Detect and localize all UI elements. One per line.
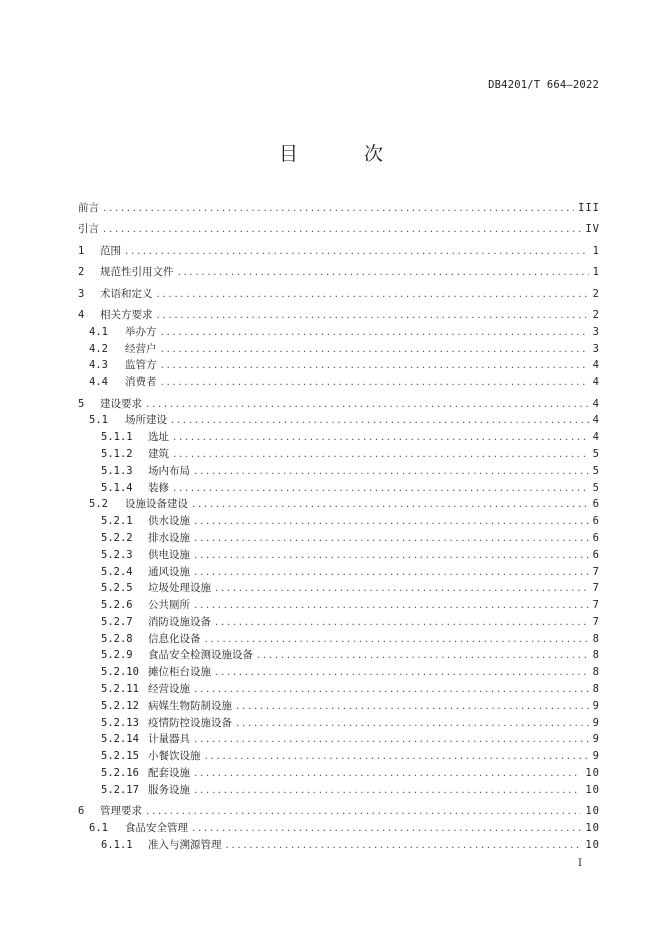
toc-entry-number: 4.4 — [89, 376, 108, 389]
toc-entry-number: 5.2.9 — [101, 649, 133, 662]
toc-entry-label: 食品安全检测设施设备 — [148, 649, 253, 662]
toc-leader-dots — [125, 245, 589, 257]
toc-entry-number: 5.2.1 — [101, 515, 133, 528]
toc-entry-page: 1 — [592, 244, 600, 257]
toc-entry-number: 5.2.17 — [101, 783, 139, 796]
toc-entry-label: 前言 — [78, 202, 99, 214]
toc-leader-dots — [173, 482, 589, 494]
toc-entry-label: 设施设备建设 — [125, 498, 188, 511]
toc-entry[interactable] — [78, 765, 600, 782]
toc-entry-number: 4 — [78, 308, 85, 321]
toc-entry[interactable] — [78, 782, 600, 799]
toc-entry-number: 5.1.1 — [101, 431, 133, 444]
toc-entry-page: 10 — [585, 838, 600, 851]
toc-entry-number: 5.2.11 — [101, 683, 139, 696]
toc-entry-page: 6 — [592, 531, 600, 544]
page-number: I — [578, 858, 582, 869]
toc-entry-page: III — [578, 202, 600, 214]
toc-entry-page: 2 — [592, 308, 600, 321]
toc-entry[interactable] — [78, 631, 600, 648]
toc-entry[interactable] — [78, 463, 600, 480]
toc-leader-dots — [173, 448, 589, 460]
toc-entry[interactable] — [78, 221, 600, 238]
toc-entry[interactable] — [78, 614, 600, 631]
toc-entry-label: 范围 — [100, 244, 121, 257]
toc-entry-label: 消费者 — [125, 376, 157, 389]
toc-entry-number: 5.2.13 — [101, 716, 139, 729]
toc-entry-page: 5 — [592, 447, 600, 460]
toc-entry-page: 7 — [592, 582, 600, 595]
toc-leader-dots — [161, 376, 589, 388]
toc-leader-dots — [103, 202, 574, 214]
toc-leader-dots — [236, 717, 589, 729]
toc-entry-label: 规范性引用文件 — [100, 266, 174, 279]
toc-entry-page: 10 — [585, 822, 600, 835]
toc-entry-label: 装修 — [148, 481, 169, 494]
doc-code: DB4201/T 664—2022 — [488, 79, 599, 91]
toc-entry[interactable] — [78, 396, 600, 413]
toc-entry-label: 经营户 — [125, 342, 157, 355]
toc-entry-page: 8 — [592, 683, 600, 696]
toc-entry-page: 9 — [592, 699, 600, 712]
toc-leader-dots — [157, 309, 589, 321]
toc-entry-page: 5 — [592, 464, 600, 477]
toc-entry-number: 5.2.3 — [101, 548, 133, 561]
toc-entry-number: 5.1.3 — [101, 464, 133, 477]
toc-entry-page: 5 — [592, 481, 600, 494]
toc-leader-dots — [205, 750, 589, 762]
toc-leader-dots — [146, 398, 589, 410]
toc-entry[interactable] — [78, 564, 600, 581]
toc-entry[interactable] — [78, 748, 600, 765]
toc-entry[interactable] — [78, 243, 600, 260]
toc-entry-label: 消防设施设备 — [148, 615, 211, 628]
table-of-contents — [78, 200, 600, 854]
toc-leader-dots — [161, 343, 589, 355]
toc-entry-page: 10 — [585, 767, 600, 780]
toc-entry-number: 5.1.2 — [101, 447, 133, 460]
toc-entry-number: 5.2.6 — [101, 599, 133, 612]
toc-entry[interactable] — [78, 715, 600, 732]
toc-leader-dots — [146, 805, 581, 817]
toc-entry-page: 8 — [592, 632, 600, 645]
toc-entry-number: 5.2.5 — [101, 582, 133, 595]
toc-entry[interactable] — [78, 580, 600, 597]
toc-entry-page: 6 — [592, 548, 600, 561]
toc-leader-dots — [215, 582, 589, 594]
toc-entry-page: 3 — [592, 342, 600, 355]
toc-entry[interactable] — [78, 264, 600, 281]
toc-entry-label: 举办方 — [125, 325, 157, 338]
toc-entry-number: 5.2.2 — [101, 531, 133, 544]
toc-entry-number: 5 — [78, 397, 85, 410]
toc-entry-number: 2 — [78, 266, 85, 279]
toc-entry[interactable] — [78, 200, 600, 217]
toc-entry-label: 信息化设备 — [148, 632, 201, 645]
toc-entry-number: 6.1 — [89, 822, 108, 835]
toc-entry[interactable] — [78, 429, 600, 446]
toc-entry-number: 5.2.8 — [101, 632, 133, 645]
toc-entry-page: 4 — [592, 414, 600, 427]
toc-entry-label: 计量器具 — [148, 733, 190, 746]
toc-entry-label: 垃圾处理设施 — [148, 582, 211, 595]
toc-entry-number: 5.2.7 — [101, 615, 133, 628]
toc-entry[interactable] — [78, 698, 600, 715]
toc-entry-number: 4.3 — [89, 359, 108, 372]
toc-entry-page: 10 — [585, 805, 600, 818]
toc-leader-dots — [236, 700, 589, 712]
toc-leader-dots — [157, 288, 589, 300]
toc-leader-dots — [161, 326, 589, 338]
toc-leader-dots — [194, 566, 589, 578]
toc-leader-dots — [194, 784, 581, 796]
toc-entry-number: 3 — [78, 287, 85, 300]
toc-entry[interactable] — [78, 647, 600, 664]
toc-entry-label: 引言 — [78, 223, 99, 236]
toc-leader-dots — [215, 666, 589, 678]
toc-entry-page: 4 — [592, 359, 600, 372]
toc-entry-page: 8 — [592, 649, 600, 662]
toc-entry-label: 术语和定义 — [100, 287, 153, 300]
toc-entry-label: 疫情防控设施设备 — [148, 716, 232, 729]
toc-leader-dots — [194, 683, 589, 695]
toc-leader-dots — [194, 532, 589, 544]
toc-entry[interactable] — [78, 374, 600, 391]
toc-entry[interactable] — [78, 530, 600, 547]
toc-entry[interactable] — [78, 664, 600, 681]
toc-entry-label: 管理要求 — [100, 805, 142, 818]
toc-entry-page: 7 — [592, 599, 600, 612]
toc-entry-number: 4.2 — [89, 342, 108, 355]
toc-entry-page: 8 — [592, 666, 600, 679]
toc-entry-label: 监管方 — [125, 359, 157, 372]
toc-entry-page: 6 — [592, 498, 600, 511]
toc-entry[interactable] — [78, 513, 600, 530]
toc-entry-page: IV — [585, 223, 600, 236]
toc-entry-number: 5.2.16 — [101, 767, 139, 780]
toc-entry[interactable] — [78, 324, 600, 341]
toc-leader-dots — [257, 649, 589, 661]
toc-entry-number: 5.2.10 — [101, 666, 139, 679]
toc-leader-dots — [178, 266, 589, 278]
toc-leader-dots — [171, 414, 589, 426]
toc-leader-dots — [192, 822, 581, 834]
toc-entry-page: 4 — [592, 431, 600, 444]
toc-leader-dots — [194, 733, 589, 745]
toc-entry[interactable] — [78, 446, 600, 463]
toc-leader-dots — [226, 839, 582, 851]
toc-leader-dots — [194, 599, 589, 611]
toc-entry-number: 5.2.14 — [101, 733, 139, 746]
toc-entry-page: 9 — [592, 733, 600, 746]
toc-leader-dots — [161, 359, 589, 371]
toc-entry[interactable] — [78, 597, 600, 614]
toc-entry-number: 5.1 — [89, 414, 108, 427]
toc-entry-page: 2 — [592, 287, 600, 300]
toc-entry-number: 5.2.4 — [101, 565, 133, 578]
toc-entry-number: 5.2 — [89, 498, 108, 511]
toc-entry-label: 供水设施 — [148, 515, 190, 528]
toc-entry-number: 1 — [78, 244, 85, 257]
toc-entry-label: 配套设施 — [148, 767, 190, 780]
toc-leader-dots — [192, 498, 589, 510]
toc-entry-page: 10 — [585, 783, 600, 796]
toc-entry-label: 小餐饮设施 — [148, 750, 201, 763]
toc-entry-label: 选址 — [148, 431, 169, 444]
toc-entry-label: 通风设施 — [148, 565, 190, 578]
toc-entry-label: 病媒生物防制设施 — [148, 699, 232, 712]
toc-entry[interactable] — [78, 547, 600, 564]
toc-entry-page: 7 — [592, 565, 600, 578]
toc-entry-number: 6 — [78, 805, 85, 818]
toc-entry-label: 建筑 — [148, 447, 169, 460]
toc-entry-number: 5.1.4 — [101, 481, 133, 494]
toc-entry[interactable] — [78, 307, 600, 324]
toc-entry-page: 6 — [592, 515, 600, 528]
toc-entry[interactable] — [78, 412, 600, 429]
toc-entry-page: 1 — [592, 266, 600, 279]
toc-leader-dots — [215, 616, 589, 628]
toc-entry[interactable] — [78, 286, 600, 303]
toc-entry[interactable] — [78, 681, 600, 698]
toc-entry-label: 服务设施 — [148, 783, 190, 796]
toc-entry-number: 5.2.15 — [101, 750, 139, 763]
toc-leader-dots — [194, 515, 589, 527]
toc-leader-dots — [194, 465, 589, 477]
toc-entry-page: 9 — [592, 716, 600, 729]
toc-entry[interactable] — [78, 820, 600, 837]
toc-entry[interactable] — [78, 837, 600, 854]
toc-entry[interactable] — [78, 803, 600, 820]
toc-entry-page: 7 — [592, 615, 600, 628]
toc-entry[interactable] — [78, 357, 600, 374]
toc-entry-number: 6.1.1 — [101, 838, 133, 851]
toc-entry[interactable] — [78, 480, 600, 497]
toc-leader-dots — [103, 223, 581, 235]
toc-entry-label: 食品安全管理 — [125, 822, 188, 835]
toc-entry-label: 相关方要求 — [100, 308, 153, 321]
toc-leader-dots — [173, 431, 589, 443]
toc-entry-label: 供电设施 — [148, 548, 190, 561]
toc-entry[interactable] — [78, 341, 600, 358]
toc-leader-dots — [194, 549, 589, 561]
toc-entry-number: 5.2.12 — [101, 699, 139, 712]
toc-entry-page: 3 — [592, 325, 600, 338]
page-title: 目 次 — [278, 143, 414, 165]
toc-entry[interactable] — [78, 496, 600, 513]
toc-leader-dots — [205, 633, 589, 645]
toc-entry-page: 4 — [592, 397, 600, 410]
toc-entry-label: 场所建设 — [125, 414, 167, 427]
toc-entry-page: 9 — [592, 750, 600, 763]
toc-entry-label: 准入与溯源管理 — [148, 838, 222, 851]
toc-entry-label: 排水设施 — [148, 531, 190, 544]
toc-entry[interactable] — [78, 731, 600, 748]
toc-entry-number: 4.1 — [89, 325, 108, 338]
toc-leader-dots — [194, 767, 581, 779]
toc-entry-label: 公共厕所 — [148, 599, 190, 612]
toc-entry-label: 经营设施 — [148, 683, 190, 696]
toc-entry-page: 4 — [592, 376, 600, 389]
toc-entry-label: 场内布局 — [148, 464, 190, 477]
toc-entry-label: 建设要求 — [100, 397, 142, 410]
toc-entry-label: 摊位柜台设施 — [148, 666, 211, 679]
